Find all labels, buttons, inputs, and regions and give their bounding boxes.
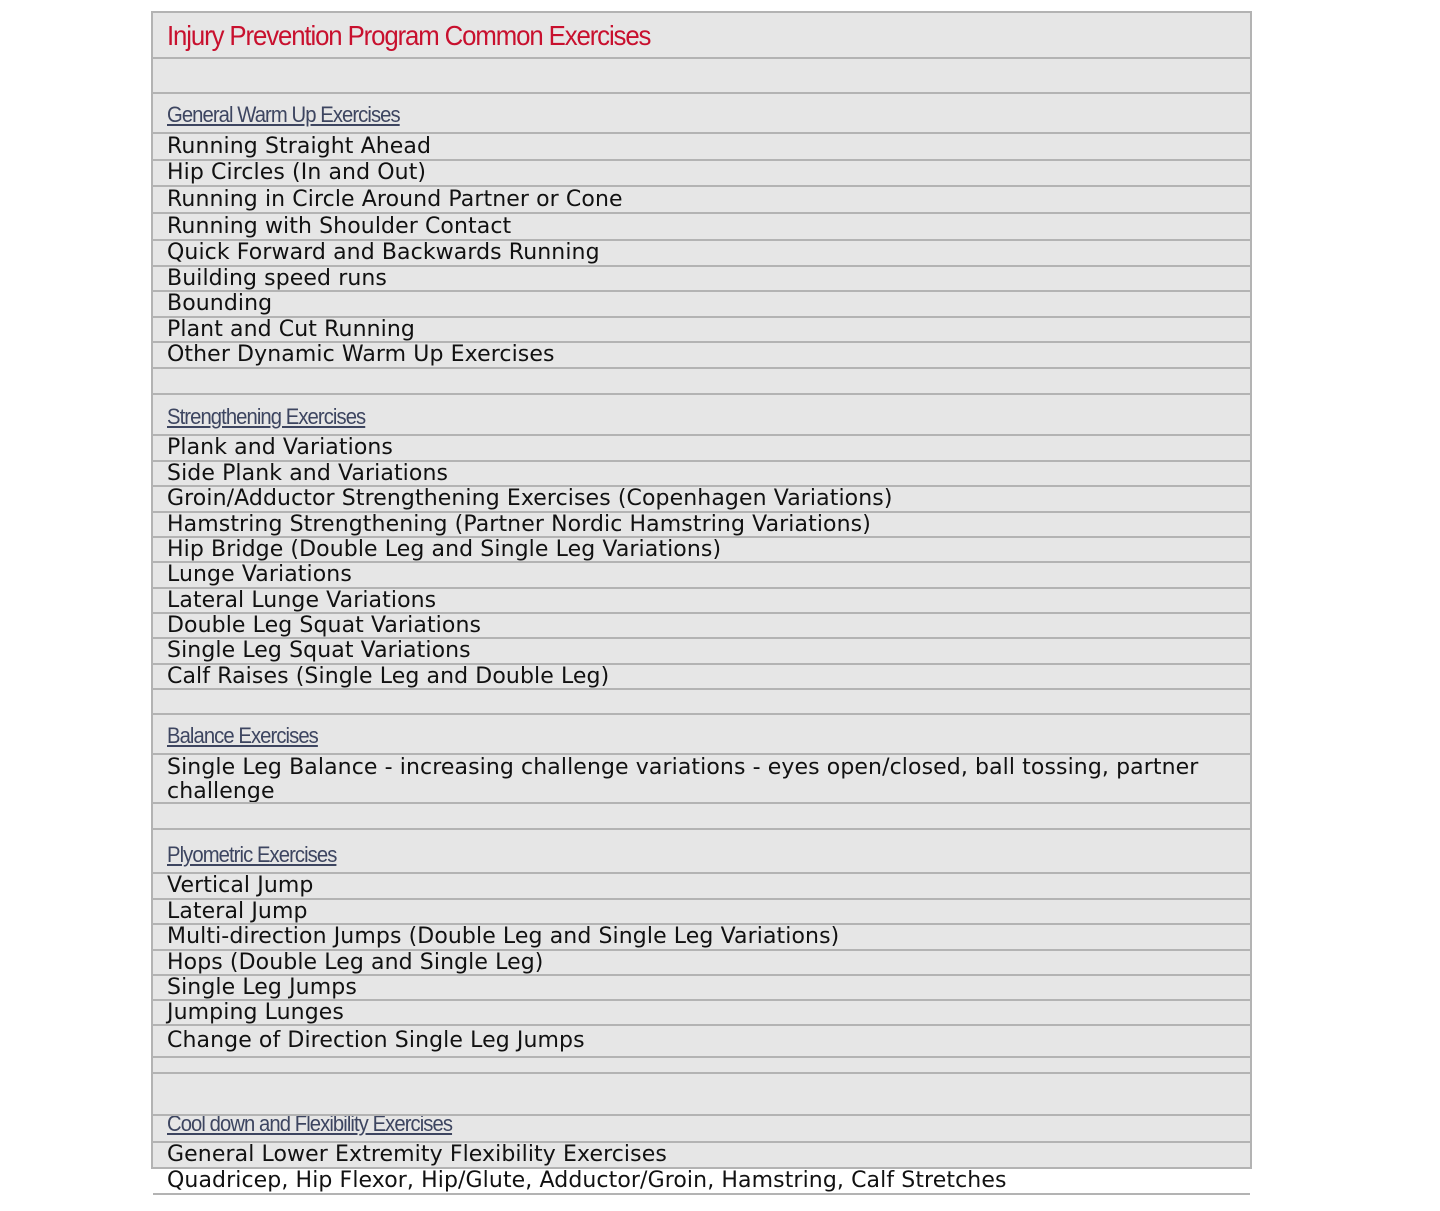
- exercise-item-row: [153, 487, 1250, 513]
- exercise-item: Plank and Variations: [167, 436, 393, 460]
- exercise-item: Bounding: [167, 292, 273, 316]
- spacer-row: [153, 804, 1250, 830]
- exercise-item-row: [153, 343, 1250, 369]
- exercise-item-row: [153, 538, 1250, 563]
- exercise-item: Lateral Lunge Variations: [167, 589, 437, 613]
- section-heading-row: [153, 830, 1250, 874]
- exercise-item-row: [153, 462, 1250, 487]
- exercise-item: General Lower Extremity Flexibility Exercises: [167, 1143, 667, 1167]
- spacer-row: [153, 59, 1250, 94]
- exercise-item-row: [153, 951, 1250, 976]
- exercise-item-row: [153, 513, 1250, 538]
- exercise-item: Lunge Variations: [167, 563, 352, 587]
- exercise-item: Double Leg Squat Variations: [167, 614, 482, 638]
- exercise-item: Running with Shoulder Contact: [167, 214, 512, 239]
- section-heading: General Warm Up Exercises: [167, 102, 400, 127]
- section-heading: Plyometric Exercises: [167, 842, 337, 867]
- spacer-row: [153, 369, 1250, 395]
- exercise-item-row: [153, 214, 1250, 241]
- exercise-item-row: [153, 925, 1250, 951]
- section-heading-row: [153, 1116, 1250, 1143]
- exercise-item-row: [153, 436, 1250, 462]
- exercise-item: Running Straight Ahead: [167, 134, 432, 159]
- exercise-item: Vertical Jump: [167, 874, 314, 898]
- exercise-item-row: [153, 614, 1250, 639]
- exercise-item: Calf Raises (Single Leg and Double Leg): [167, 665, 610, 689]
- exercise-table: [151, 11, 1252, 1193]
- exercise-item-row: [153, 187, 1250, 214]
- section-heading: Balance Exercises: [167, 723, 318, 748]
- exercise-item-row: [153, 318, 1250, 343]
- exercise-item: Side Plank and Variations: [167, 462, 449, 486]
- exercise-item: Hamstring Strengthening (Partner Nordic Hamstring Variations): [167, 513, 871, 537]
- exercise-item-row: [153, 665, 1250, 690]
- exercise-item: Building speed runs: [167, 267, 387, 291]
- section-heading: Cool down and Flexibility Exercises: [167, 1116, 453, 1136]
- exercise-item: Plant and Cut Running: [167, 318, 415, 342]
- spacer-row: [153, 690, 1250, 715]
- exercise-item-row: [153, 900, 1250, 925]
- exercise-item-row: [153, 874, 1250, 900]
- exercise-item-row: [153, 1143, 1250, 1169]
- exercise-item-row: [153, 292, 1250, 318]
- exercise-item-row: [153, 1169, 1250, 1195]
- exercise-item-row: [153, 1026, 1250, 1058]
- exercise-item: Quadricep, Hip Flexor, Hip/Glute, Adductor/Groin, Hamstring, Calf Stretches: [167, 1169, 1007, 1193]
- exercise-item-row: [153, 976, 1250, 1001]
- exercise-item-row: [153, 134, 1250, 161]
- exercise-item: Groin/Adductor Strengthening Exercises (Copenhagen Variations): [167, 487, 893, 511]
- section-heading-row: [153, 94, 1250, 134]
- exercise-item: Multi-direction Jumps (Double Leg and Single Leg Variations): [167, 925, 840, 949]
- exercise-item: Hops (Double Leg and Single Leg): [167, 951, 544, 975]
- section-heading-row: [153, 395, 1250, 436]
- exercise-item-row: [153, 241, 1250, 267]
- section-heading: Strengthening Exercises: [167, 404, 366, 429]
- exercise-item-row: [153, 755, 1250, 804]
- spacer-row: [153, 1074, 1250, 1116]
- exercise-item: Single Leg Balance - increasing challenge variations - eyes open/closed, ball tossing, partner challenge: [167, 755, 1199, 804]
- page-title-row: [153, 13, 1250, 59]
- exercise-item-row: [153, 1001, 1250, 1026]
- spacer-row: [153, 1058, 1250, 1074]
- exercise-item: Lateral Jump: [167, 900, 308, 924]
- exercise-item: Hip Bridge (Double Leg and Single Leg Variations): [167, 538, 722, 562]
- exercise-item-row: [153, 589, 1250, 614]
- exercise-item-row: [153, 161, 1250, 187]
- section-heading-row: [153, 715, 1250, 755]
- exercise-item: Jumping Lunges: [167, 1001, 344, 1025]
- exercise-item: Change of Direction Single Leg Jumps: [167, 1028, 585, 1053]
- exercise-item-row: [153, 639, 1250, 665]
- exercise-item: Running in Circle Around Partner or Cone: [167, 187, 623, 212]
- exercise-item-row: [153, 267, 1250, 292]
- exercise-item: Hip Circles (In and Out): [167, 161, 427, 185]
- exercise-item: Single Leg Squat Variations: [167, 639, 471, 663]
- exercise-item-row: [153, 563, 1250, 589]
- exercise-item: Other Dynamic Warm Up Exercises: [167, 343, 555, 367]
- page-title: Injury Prevention Program Common Exercises: [167, 20, 651, 51]
- exercise-item: Quick Forward and Backwards Running: [167, 241, 600, 265]
- exercise-item: Single Leg Jumps: [167, 976, 357, 1000]
